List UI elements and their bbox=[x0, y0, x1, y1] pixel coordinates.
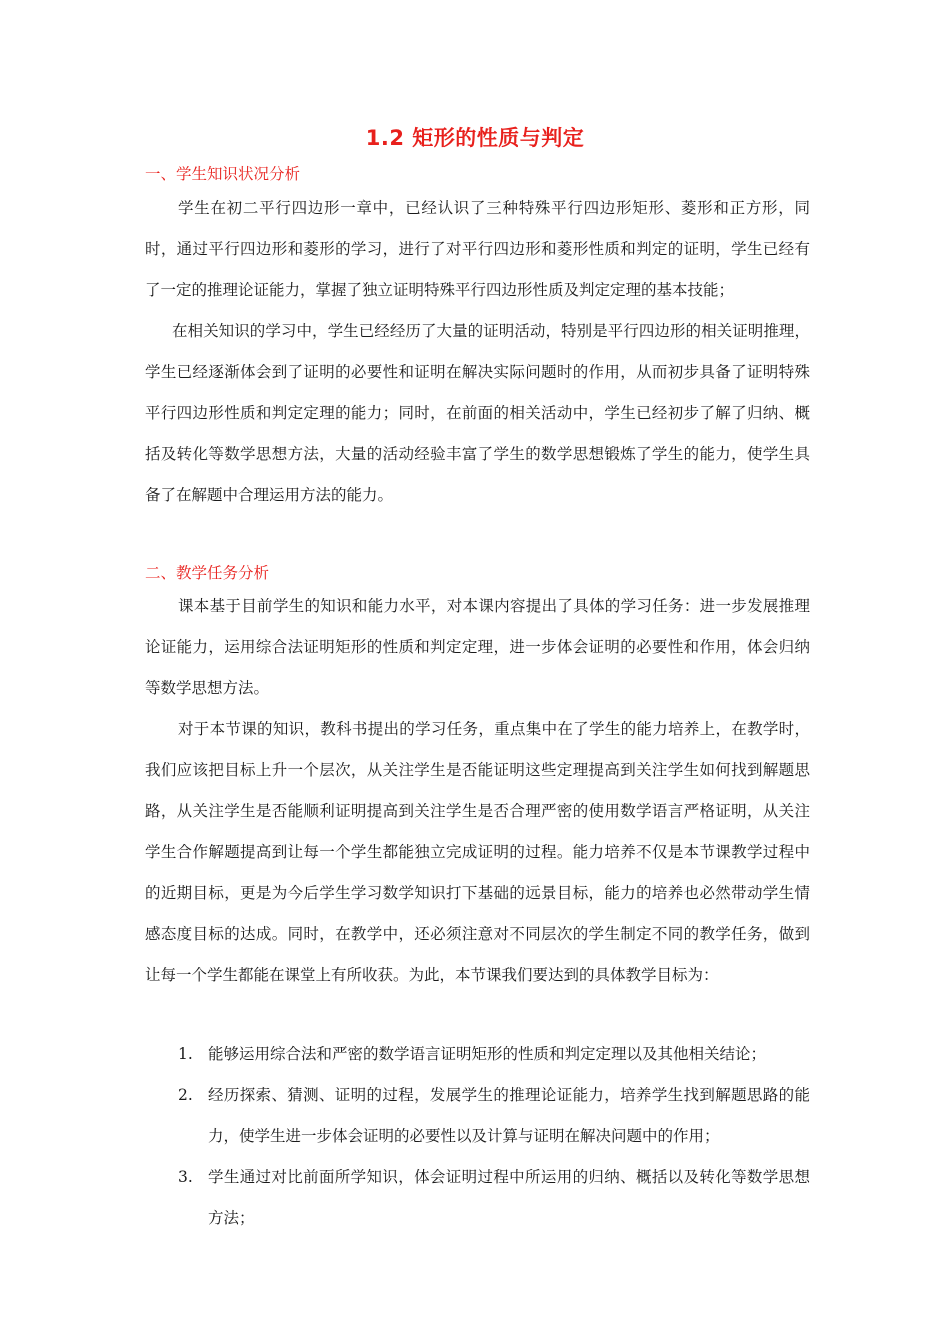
list-item bbox=[178, 1075, 810, 1157]
list-item-text: 能够运用综合法和严密的数学语言证明矩形的性质和判定定理以及其他相关结论； bbox=[208, 1045, 767, 1063]
section-heading-task-analysis: 二、教学任务分析 bbox=[145, 564, 270, 582]
section-heading-student-analysis: 一、学生知识状况分析 bbox=[145, 165, 301, 183]
document-title: 1.2 矩形的性质与判定 bbox=[365, 126, 585, 150]
objectives-list bbox=[178, 1034, 810, 1239]
list-item-text: 经历探索、猜测、证明的过程，发展学生的推理论证能力，培养学生找到解题思路的能力，使学生进一步体会证明的必要性以及计算与证明在解决问题中的作用； bbox=[208, 1086, 810, 1145]
list-item-number: 3. bbox=[178, 1168, 193, 1186]
list-item bbox=[178, 1157, 810, 1239]
paragraph: 学生在初二平行四边形一章中，已经认识了三种特殊平行四边形矩形、菱形和正方形，同时，通过平行四边形和菱形的学习，进行了对平行四边形和菱形性质和判定的证明，学生已经有了一定的推理论证能力，掌握了独立证明特殊平行四边形性质及判定定理的基本技能； bbox=[145, 199, 810, 299]
list-item-number: 2. bbox=[178, 1086, 193, 1104]
list-item bbox=[178, 1034, 810, 1075]
paragraph: 在相关知识的学习中，学生已经经历了大量的证明活动，特别是平行四边形的相关证明推理，学生已经逐渐体会到了证明的必要性和证明在解决实际问题时的作用，从而初步具备了证明特殊平行四边形性质和判定定理的能力；同时，在前面的相关活动中，学生已经初步了解了归纳、概括及转化等数学思想方法，大量的活动经验丰富了学生的数学思想锻炼了学生的能力，使学生具备了在解题中合理运用方法的能力。 bbox=[145, 322, 810, 504]
list-item-number: 1. bbox=[178, 1045, 193, 1063]
section-student-analysis-body bbox=[145, 188, 810, 516]
paragraph: 对于本节课的知识，教科书提出的学习任务，重点集中在了学生的能力培养上，在教学时，我们应该把目标上升一个层次，从关注学生是否能证明这些定理提高到关注学生如何找到解题思路，从关注学生是否能顺利证明提高到关注学生是否合理严密的使用数学语言严格证明，从关注学生合作解题提高到让每一个学生都能独立完成证明的过程。能力培养不仅是本节课教学过程中的近期目标，更是为今后学生学习数学知识打下基础的远景目标，能力的培养也必然带动学生情感态度目标的达成。同时，在教学中，还必须注意对不同层次的学生制定不同的教学任务，做到让每一个学生都能在课堂上有所收获。为此，本节课我们要达到的具体教学目标为： bbox=[145, 720, 810, 984]
section-task-analysis-body bbox=[145, 586, 810, 996]
paragraph: 课本基于目前学生的知识和能力水平，对本课内容提出了具体的学习任务：进一步发展推理论证能力，运用综合法证明矩形的性质和判定定理，进一步体会证明的必要性和作用，体会归纳等数学思想方法。 bbox=[145, 597, 810, 697]
list-item-text: 学生通过对比前面所学知识，体会证明过程中所运用的归纳、概括以及转化等数学思想方法； bbox=[208, 1168, 810, 1227]
